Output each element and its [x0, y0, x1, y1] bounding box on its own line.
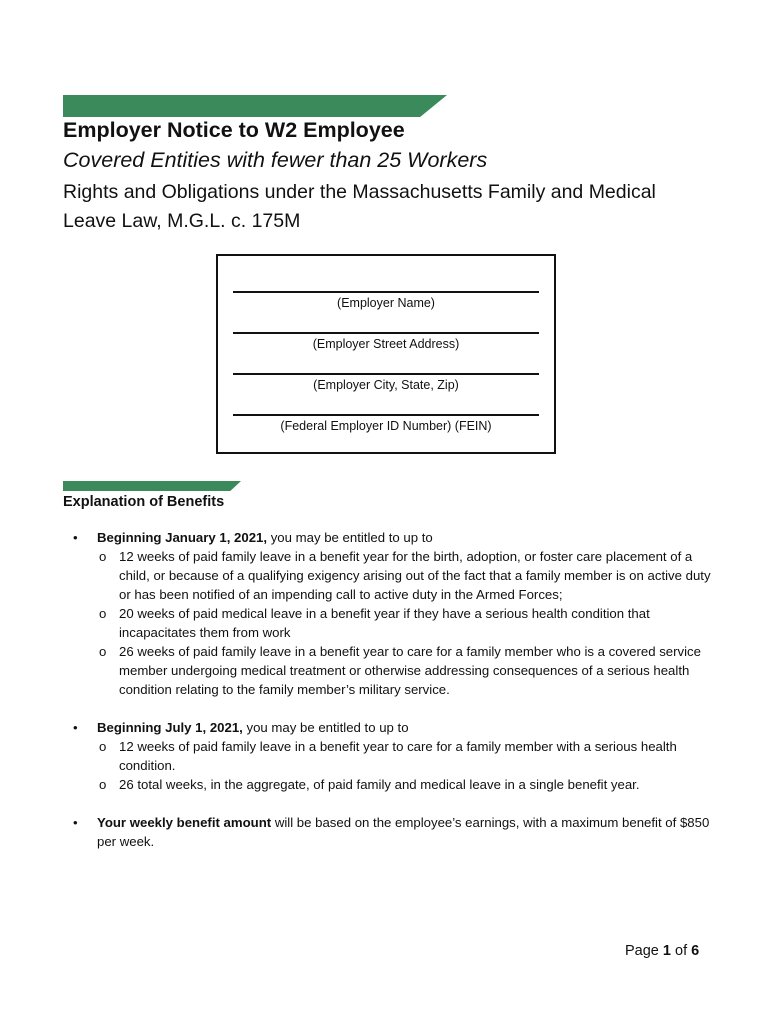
field-label: (Employer City, State, Zip): [313, 378, 459, 392]
employer-info-box: [216, 254, 556, 454]
employer-city-field[interactable]: [233, 373, 539, 392]
circle-marker-icon: o: [99, 739, 107, 754]
list-item-lead: Beginning July 1, 2021,: [97, 720, 243, 735]
section-accent-bar: [63, 481, 241, 491]
section-title: Explanation of Benefits: [63, 494, 225, 510]
bullet-icon: •: [73, 530, 78, 545]
page-subtitle: Covered Entities with fewer than 25 Workers: [63, 148, 488, 172]
list-item: [63, 813, 723, 851]
sub-item: o 12 weeks of paid family leave in a benefit year to care for a family member with a serious health condition.: [99, 739, 677, 773]
circle-marker-icon: o: [99, 644, 107, 659]
list-item-text: will be based on the employee’s earnings, with a maximum benefit of $850 per week.: [97, 815, 710, 849]
list-item-lead: Your weekly benefit amount: [97, 815, 272, 830]
list-item: [63, 718, 723, 794]
circle-marker-icon: o: [99, 777, 107, 792]
signature-line: [233, 373, 539, 375]
field-label: (Employer Street Address): [312, 337, 460, 351]
list-item-text: you may be entitled to up to: [242, 720, 409, 735]
employer-name-field[interactable]: [233, 291, 539, 310]
field-label: (Federal Employer ID Number) (FEIN): [280, 419, 492, 433]
circle-marker-icon: o: [99, 549, 107, 564]
employer-street-field[interactable]: [233, 332, 539, 351]
signature-line: [233, 414, 539, 416]
list-item-lead: Beginning January 1, 2021,: [97, 530, 268, 545]
list-item-text: you may be entitled to up to: [267, 530, 433, 545]
sub-item: o 26 weeks of paid family leave in a benefit year to care for a family member who is a covered service member undergoing medical treatment or otherwise addressing consequences of a serious health condition relating to the family member’s military service.: [99, 644, 701, 697]
rights-heading: Rights and Obligations under the Massachusetts Family and Medical Leave Law, M.G.L. c. 175M: [63, 181, 656, 232]
sub-item: o 26 total weeks, in the aggregate, of paid family and medical leave in a single benefit year.: [99, 777, 640, 792]
circle-marker-icon: o: [99, 606, 107, 621]
bullet-icon: •: [73, 815, 78, 830]
signature-line: [233, 332, 539, 334]
signature-line: [233, 291, 539, 293]
header-accent-bar: [63, 95, 447, 117]
page-title: Employer Notice to W2 Employee: [63, 118, 405, 142]
page-number: Page 1 of 6: [625, 943, 700, 959]
sub-item: o 12 weeks of paid family leave in a benefit year for the birth, adoption, or foster care placement of a child, or because of a qualifying exigency arising out of the fact that a family member is on active duty or has been notified of an impending call to active duty in the Armed Forces;: [99, 549, 711, 602]
list-item: [63, 528, 723, 699]
bullet-icon: •: [73, 720, 78, 735]
employer-fein-field[interactable]: [233, 414, 539, 433]
benefits-list: [63, 528, 723, 851]
field-label: (Employer Name): [337, 296, 435, 310]
sub-item: o 20 weeks of paid medical leave in a benefit year if they have a serious health condition that incapacitates them from work: [99, 606, 650, 640]
